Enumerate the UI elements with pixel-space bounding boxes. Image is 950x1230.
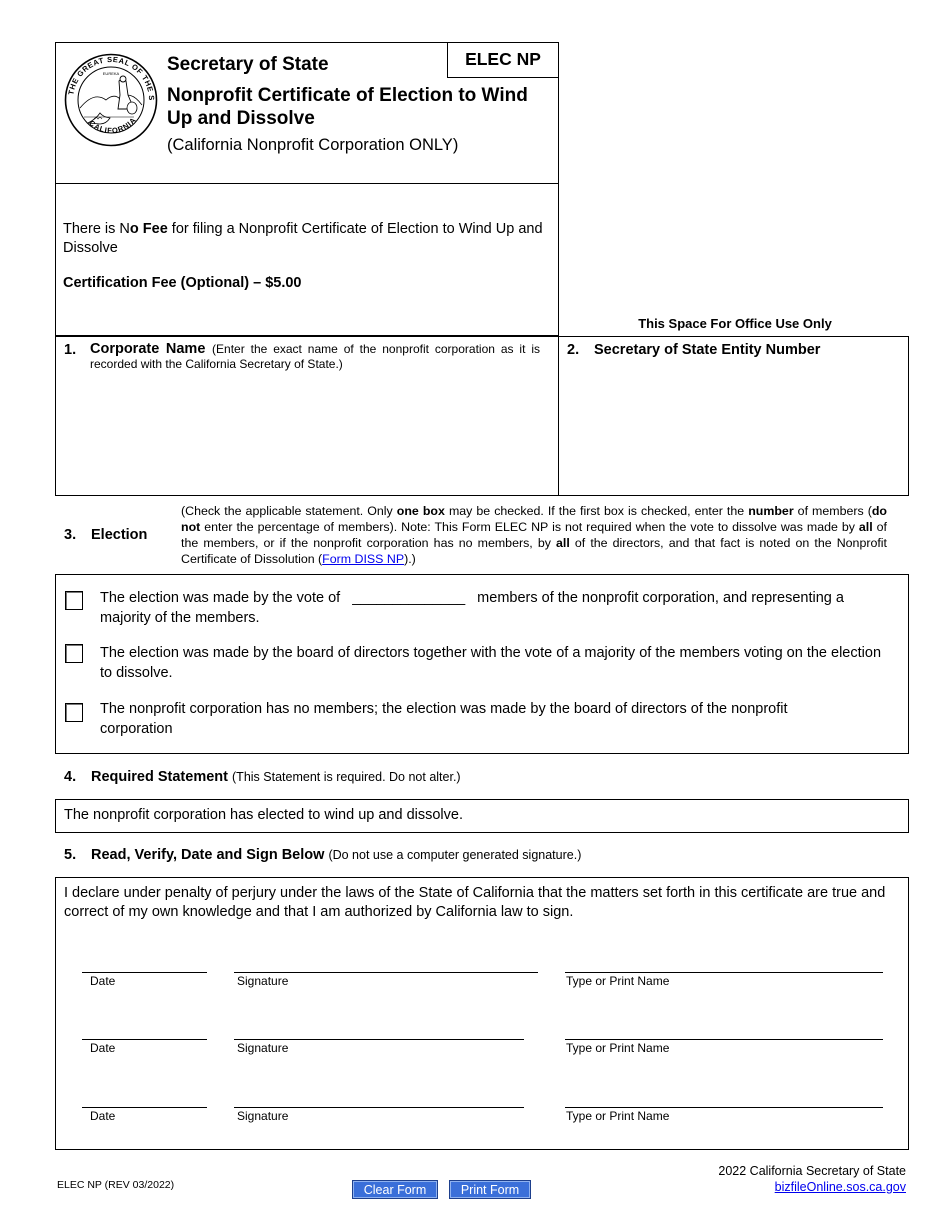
member-count-blank[interactable]: ______________	[352, 590, 466, 606]
fee-statement: There is No Fee for filing a Nonprofit Certificate of Election to Wind Up and Dissolve	[63, 221, 543, 256]
election-option-2-checkbox[interactable]	[65, 644, 83, 663]
signature-line-2[interactable]	[234, 1039, 524, 1040]
required-statement: The nonprofit corporation has elected to wind up and dissolve.	[64, 807, 463, 823]
item2-label: Secretary of State Entity Number	[594, 342, 821, 358]
date-label-1: Date	[90, 974, 116, 988]
item2-number: 2.	[567, 342, 580, 358]
office-use-label: This Space For Office Use Only	[638, 316, 832, 331]
declaration-text: I declare under penalty of perjury under the laws of the State of California that the matters set forth in this certificate are true and correct of my own knowledge and that I am authorized by California law to sign.	[64, 885, 886, 920]
item3-number: 3.	[64, 527, 77, 543]
election-option-1-text: The election was made by the vote of ______________ members of the nonprofit corporation, and representing a majority of the members.	[100, 590, 844, 626]
state-seal	[64, 53, 158, 147]
item1-number: 1.	[64, 342, 77, 358]
item3-instructions: (Check the applicable statement. Only one box may be checked. If the first box is checked, enter the number of members (do not enter the percentage of members). Note: This Form ELEC NP is not required when the vote to dissolve was made by all of the members, or if the nonprofit corporation has no members, by all of the directors, and that fact is noted on the Nonprofit Certificate of Dissolution (Form DISS NP).)	[181, 504, 887, 566]
print-form-button[interactable]: Print Form	[449, 1180, 531, 1199]
date-label-3: Date	[90, 1109, 116, 1123]
form-title: Nonprofit Certificate of Election to Wind Up and Dissolve	[167, 85, 528, 129]
svg-text:THE GREAT SEAL OF THE STATE OF: THE GREAT SEAL OF THE S	[66, 54, 157, 102]
signature-label-1: Signature	[237, 974, 289, 988]
signature-line-1[interactable]	[234, 972, 538, 973]
signature-line-3[interactable]	[234, 1107, 524, 1108]
date-label-2: Date	[90, 1041, 116, 1055]
svg-text:CALIFORNIA: CALIFORNIA	[87, 115, 139, 136]
item4-heading: Required Statement (This Statement is required. Do not alter.)	[91, 769, 461, 785]
name-label-1: Type or Print Name	[566, 974, 670, 988]
entity-number-box[interactable]	[558, 336, 909, 496]
name-line-1[interactable]	[565, 972, 883, 973]
name-line-2[interactable]	[565, 1039, 883, 1040]
signature-label-2: Signature	[237, 1041, 289, 1055]
date-line-1[interactable]	[82, 972, 207, 973]
item4-number: 4.	[64, 769, 77, 785]
item3-label: Election	[91, 527, 148, 543]
name-label-3: Type or Print Name	[566, 1109, 670, 1123]
form-code: ELEC NP	[465, 49, 541, 69]
election-option-3-checkbox[interactable]	[65, 703, 83, 722]
election-option-2-text: The election was made by the board of directors together with the vote of a majority of the members voting on the election to dissolve.	[100, 645, 882, 681]
header-divider-lower	[55, 183, 559, 336]
signature-label-3: Signature	[237, 1109, 289, 1123]
item1-heading: Corporate Name (Enter the exact name of the nonprofit corporation as it is recorded with the California Secretary of State.)	[90, 341, 540, 371]
item5-number: 5.	[64, 847, 77, 863]
election-option-1-checkbox[interactable]	[65, 591, 83, 610]
certification-fee: Certification Fee (Optional) – $5.00	[63, 275, 302, 291]
date-line-3[interactable]	[82, 1107, 207, 1108]
revision-label: ELEC NP (REV 03/2022)	[57, 1179, 175, 1191]
svg-text:EUREKA: EUREKA	[102, 71, 120, 76]
item5-heading: Read, Verify, Date and Sign Below (Do not use a computer generated signature.)	[91, 847, 582, 863]
form-diss-np-link[interactable]: Form DISS NP	[322, 552, 405, 566]
name-line-3[interactable]	[565, 1107, 883, 1108]
election-option-3-text: The nonprofit corporation has no members; the election was made by the board of directors of the nonprofit corporation	[100, 701, 788, 737]
copyright-text: 2022 California Secretary of State	[718, 1164, 906, 1178]
agency-name: Secretary of State	[167, 54, 329, 75]
date-line-2[interactable]	[82, 1039, 207, 1040]
website-link[interactable]: bizfileOnline.sos.ca.gov	[774, 1180, 906, 1194]
form-subtitle: (California Nonprofit Corporation ONLY)	[167, 136, 459, 154]
name-label-2: Type or Print Name	[566, 1041, 670, 1055]
clear-form-button[interactable]: Clear Form	[352, 1180, 438, 1199]
